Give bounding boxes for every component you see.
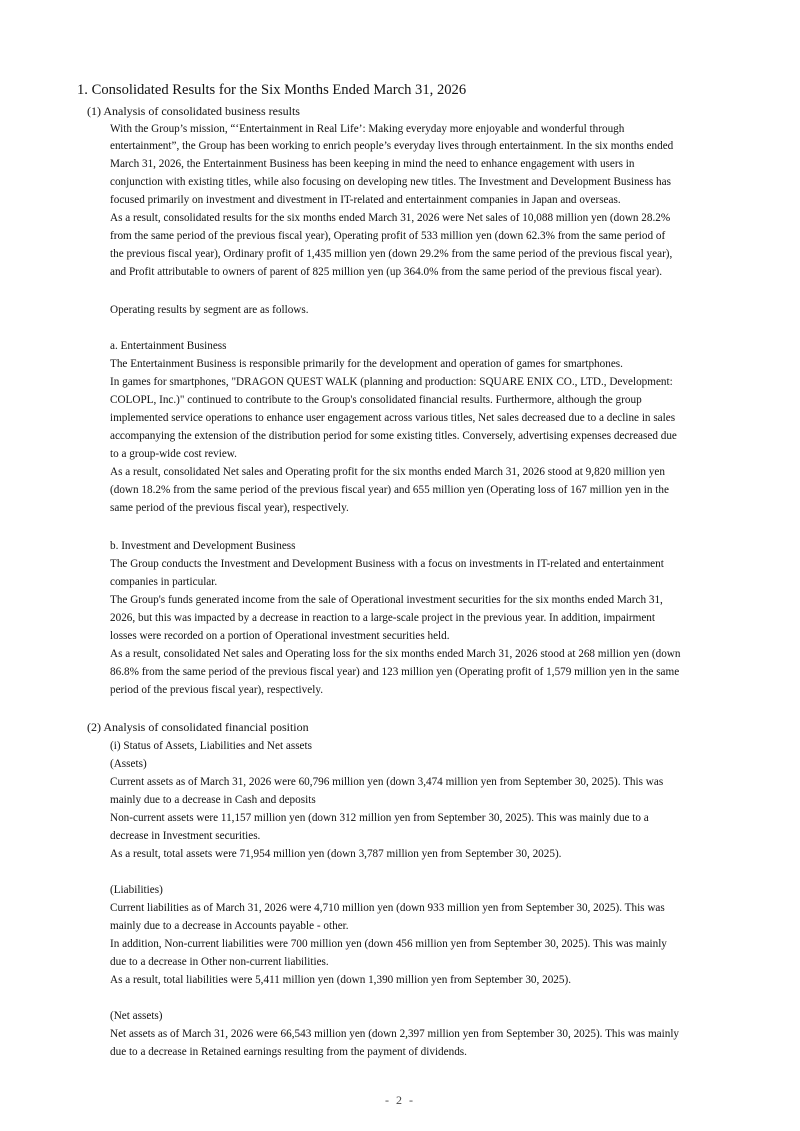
assets-line-4: decrease in Investment securities. bbox=[110, 830, 261, 842]
segment-a-title: a. Entertainment Business bbox=[110, 340, 227, 352]
net-assets-line-1: Net assets as of March 31, 2026 were 66,543 million yen (down 2,397 million yen from September 30, 2025). This was mainly bbox=[110, 1028, 680, 1040]
segment-b-title: b. Investment and Development Business bbox=[110, 540, 296, 552]
overview-line-5: focused primarily on investment and divestment in IT-related and entertainment companies in Japan and overseas. bbox=[110, 194, 621, 206]
segment-a-line-2: In games for smartphones, "DRAGON QUEST WALK (planning and production: SQUARE ENIX CO., LTD., Development: bbox=[110, 376, 673, 388]
assets-line-2: mainly due to a decrease in Cash and deposits bbox=[110, 794, 316, 806]
segment-b-line-8: period of the previous fiscal year), respectively. bbox=[110, 684, 323, 696]
overview-line-1: With the Group’s mission, “‘Entertainment in Real Life’: Making everyday more enjoyable and wonderful through bbox=[110, 123, 625, 135]
segment-b-line-1: The Group conducts the Investment and Development Business with a focus on investments in IT-related and entertainment bbox=[110, 558, 664, 570]
segment-a-line-1: The Entertainment Business is responsible primarily for the development and operation of games for smartphones. bbox=[110, 358, 623, 370]
assets-line-3: Non-current assets were 11,157 million yen (down 312 million yen from September 30, 2025). This was mainly due to a bbox=[110, 812, 649, 824]
liabilities-line-2: mainly due to a decrease in Accounts payable - other. bbox=[110, 920, 349, 932]
segment-a-line-8: (down 18.2% from the same period of the previous fiscal year) and 655 million yen (Operating loss of 167 million yen in the bbox=[110, 484, 669, 496]
net-assets-line-2: due to a decrease in Retained earnings resulting from the payment of dividends. bbox=[110, 1046, 467, 1058]
overview-line-2: entertainment”, the Group has been working to enrich people’s everyday lives through entertainment. In the six months ended bbox=[110, 140, 674, 152]
liabilities-title: (Liabilities) bbox=[110, 884, 163, 896]
segment-b-line-4: 2026, but this was impacted by a decrease in reaction to a large-scale project in the previous year. In addition, impairment bbox=[110, 612, 656, 624]
liabilities-line-4: due to a decrease in Other non-current liabilities. bbox=[110, 956, 329, 968]
segment-intro: Operating results by segment are as follows. bbox=[110, 304, 309, 316]
overview-line-3: March 31, 2026, the Entertainment Business has been keeping in mind the need to enhance engagement with users in bbox=[110, 158, 635, 170]
segment-b-line-3: The Group's funds generated income from the sale of Operational investment securities for the six months ended March 31, bbox=[110, 594, 663, 606]
segment-a-line-6: to a group-wide cost review. bbox=[110, 448, 237, 460]
assets-title: (Assets) bbox=[110, 758, 147, 770]
segment-a-line-4: implemented service operations to enhance user engagement across various titles, Net sales decreased due to a decline in sales bbox=[110, 412, 676, 424]
overview-line-8: the previous fiscal year), Ordinary profit of 1,435 million yen (down 29.2% from the same period of the previous fiscal year), bbox=[110, 248, 673, 260]
liabilities-line-5: As a result, total liabilities were 5,411 million yen (down 1,390 million yen from September 30, 2025). bbox=[110, 974, 571, 986]
section1-title: (1) Analysis of consolidated business results bbox=[87, 104, 300, 118]
assets-line-1: Current assets as of March 31, 2026 were 60,796 million yen (down 3,474 million yen from September 30, 2025). This was bbox=[110, 776, 664, 788]
net-assets-title: (Net assets) bbox=[110, 1010, 163, 1022]
segment-a-line-5: accompanying the extension of the distribution period for some existing titles. Conversely, advertising expenses decreased due bbox=[110, 430, 677, 442]
segment-b-line-5: losses were recorded on a portion of Operational investment securities held. bbox=[110, 630, 450, 642]
overview-line-7: from the same period of the previous fiscal year), Operating profit of 533 million yen (down 62.3% from the same period of bbox=[110, 230, 666, 242]
segment-b-line-7: 86.8% from the same period of the previous fiscal year) and 123 million yen (Operating profit of 1,579 million yen in the same bbox=[110, 666, 680, 678]
section2-title: (2) Analysis of consolidated financial position bbox=[87, 720, 309, 734]
overview-line-6: As a result, consolidated results for the six months ended March 31, 2026 were Net sales of 10,088 million yen (down 28.2% bbox=[110, 212, 671, 224]
segment-a-line-3: COLOPL, Inc.)" continued to contribute to the Group's consolidated financial results. Furthermore, although the group bbox=[110, 394, 642, 406]
assets-line-5: As a result, total assets were 71,954 million yen (down 3,787 million yen from September 30, 2025). bbox=[110, 848, 562, 860]
overview-line-9: and Profit attributable to owners of parent of 825 million yen (up 364.0% from the same period of the previous fiscal year). bbox=[110, 266, 663, 278]
segment-b-line-6: As a result, consolidated Net sales and Operating loss for the six months ended March 31, 2026 stood at 268 million yen (down bbox=[110, 648, 681, 660]
liabilities-line-3: In addition, Non-current liabilities were 700 million yen (down 456 million yen from September 30, 2025). This was mainly bbox=[110, 938, 667, 950]
segment-b-line-2: companies in particular. bbox=[110, 576, 218, 588]
section2-subtitle: (i) Status of Assets, Liabilities and Net assets bbox=[110, 740, 312, 752]
segment-a-line-7: As a result, consolidated Net sales and Operating profit for the six months ended March 31, 2026 stood at 9,820 million yen bbox=[110, 466, 665, 478]
liabilities-line-1: Current liabilities as of March 31, 2026 were 4,710 million yen (down 933 million yen from September 30, 2025). This was bbox=[110, 902, 665, 914]
segment-a-line-9: same period of the previous fiscal year), respectively. bbox=[110, 502, 349, 514]
page-number: - 2 - bbox=[385, 1093, 415, 1107]
overview-line-4: conjunction with existing titles, while also focusing on developing new titles. The Investment and Development Business has bbox=[110, 176, 671, 188]
page-heading: 1. Consolidated Results for the Six Months Ended March 31, 2026 bbox=[77, 82, 467, 98]
